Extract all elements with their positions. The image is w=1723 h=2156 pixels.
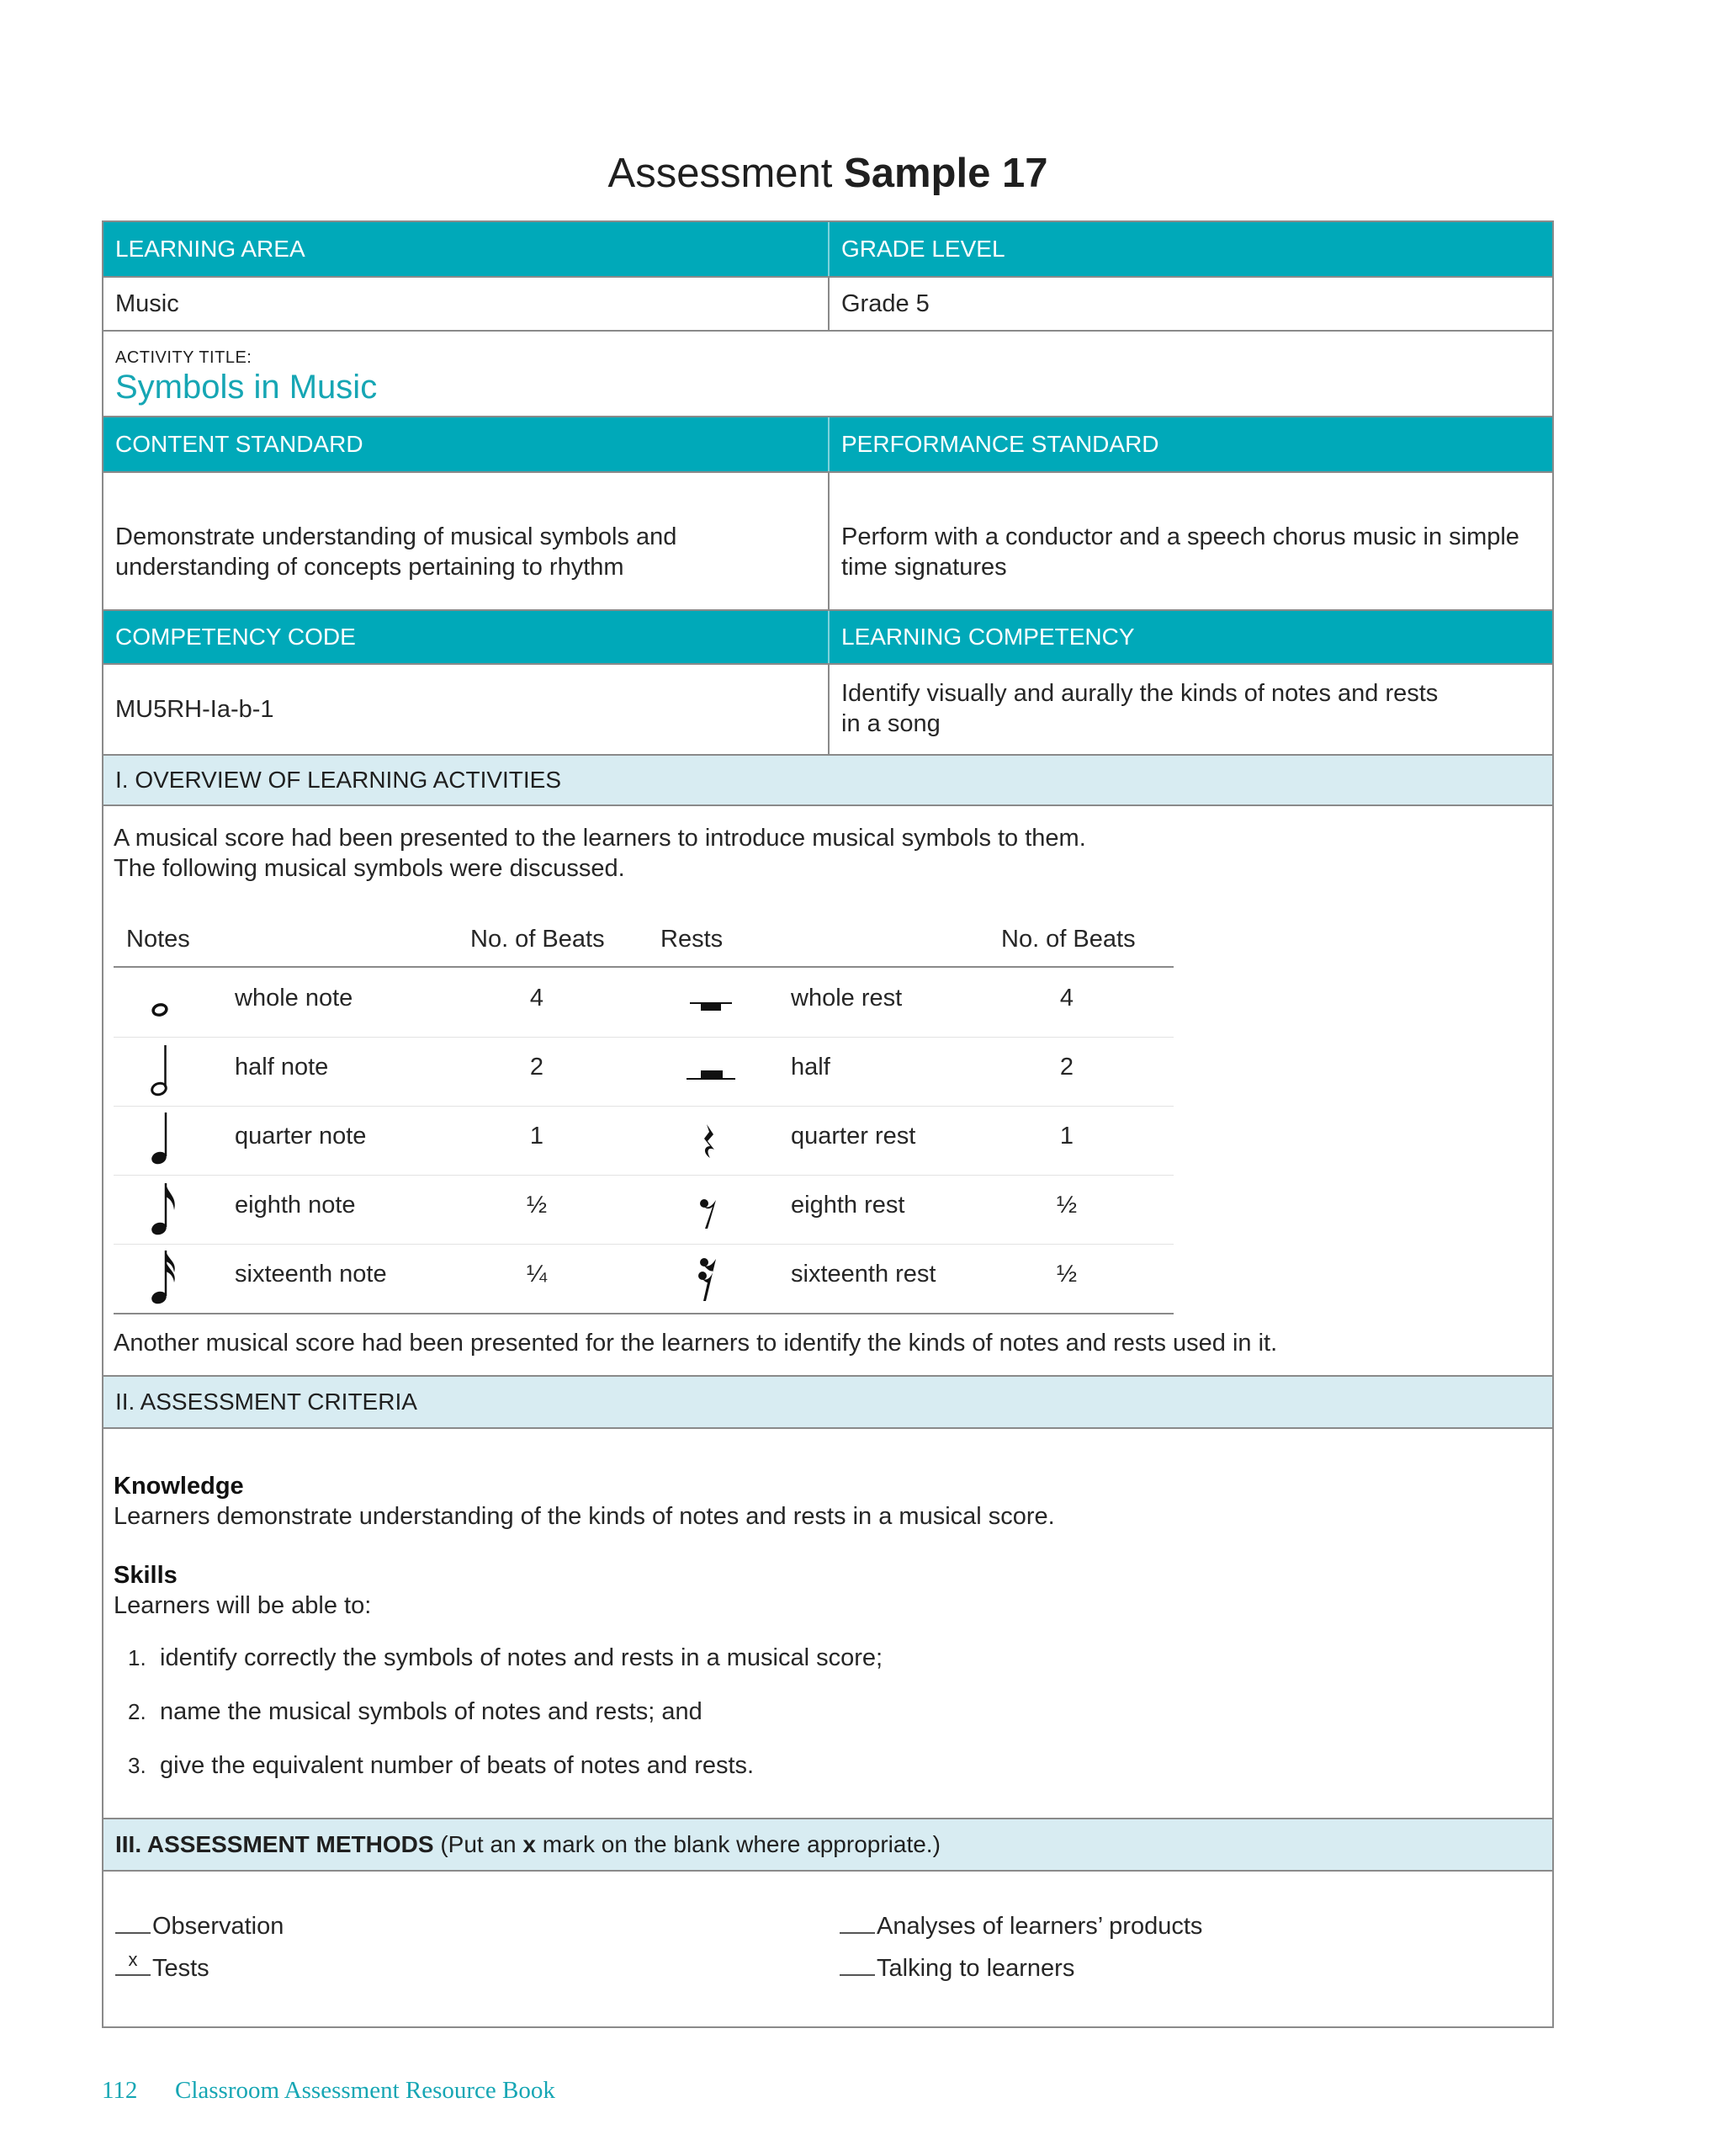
knowledge-block bbox=[114, 1471, 1055, 1532]
method-observation[interactable] bbox=[115, 1912, 284, 1941]
quarter-rest-icon bbox=[698, 1121, 724, 1163]
header-row-1 bbox=[103, 222, 1552, 276]
activity-row bbox=[103, 332, 1552, 417]
rest-name: quarter rest bbox=[791, 1123, 916, 1150]
note-beats: ½ bbox=[526, 1192, 548, 1219]
tests-blank[interactable] bbox=[115, 1949, 151, 1976]
table-row bbox=[114, 1037, 1174, 1107]
value-row-2 bbox=[103, 471, 1552, 609]
symbols-table bbox=[114, 917, 1174, 1313]
page-title bbox=[0, 150, 1656, 197]
content-standard-line2: understanding of concepts pertaining to rhythm bbox=[115, 554, 624, 581]
whole-rest-icon bbox=[686, 988, 736, 1022]
observation-blank[interactable] bbox=[115, 1912, 151, 1934]
grade-level-value: Grade 5 bbox=[828, 278, 1552, 330]
eighth-note-icon bbox=[147, 1180, 181, 1240]
overview-intro bbox=[114, 823, 1086, 884]
methods-heading bbox=[103, 1818, 1552, 1872]
talking-label: Talking to learners bbox=[877, 1955, 1075, 1982]
symbols-table-header bbox=[114, 917, 1174, 968]
methods-heading-bold: III. ASSESSMENT METHODS bbox=[115, 1831, 434, 1857]
method-talking[interactable] bbox=[840, 1954, 1074, 1983]
note-name: quarter note bbox=[235, 1123, 367, 1150]
grade-level-label: GRADE LEVEL bbox=[828, 222, 1552, 276]
rest-beats: ½ bbox=[1056, 1192, 1078, 1219]
tests-mark: x bbox=[128, 1949, 138, 1970]
knowledge-label: Knowledge bbox=[114, 1473, 244, 1500]
whole-note-icon bbox=[149, 988, 174, 1022]
skills-label: Skills bbox=[114, 1562, 178, 1589]
rest-name: whole rest bbox=[791, 985, 903, 1012]
list-number: 3. bbox=[128, 1753, 146, 1778]
list-text: name the musical symbols of notes and rests; and bbox=[160, 1698, 702, 1725]
header-row-3 bbox=[103, 609, 1552, 663]
rest-beats: 4 bbox=[1059, 985, 1074, 1012]
performance-standard-value bbox=[828, 473, 1552, 609]
quarter-note-icon bbox=[147, 1109, 178, 1170]
activity-title: Symbols in Music bbox=[115, 369, 378, 406]
sixteenth-rest-icon bbox=[696, 1254, 723, 1304]
content-standard-label: CONTENT STANDARD bbox=[115, 431, 363, 457]
half-note-icon bbox=[147, 1042, 178, 1101]
overview-heading: I. OVERVIEW OF LEARNING ACTIVITIES bbox=[103, 754, 1552, 806]
half-rest-icon bbox=[684, 1062, 738, 1096]
book-title: Classroom Assessment Resource Book bbox=[175, 2077, 555, 2104]
knowledge-text: Learners demonstrate understanding of the kinds of notes and rests in a musical score. bbox=[114, 1503, 1055, 1530]
rest-name: eighth rest bbox=[791, 1192, 905, 1219]
note-beats: 2 bbox=[529, 1054, 544, 1081]
overview-intro-line1: A musical score had been presented to the learners to introduce musical symbols to them. bbox=[114, 825, 1086, 852]
learning-area-label: LEARNING AREA bbox=[115, 236, 305, 262]
table-row bbox=[114, 1106, 1174, 1176]
content-standard-value bbox=[103, 473, 828, 609]
note-name: sixteenth note bbox=[235, 1261, 387, 1288]
note-name: eighth note bbox=[235, 1192, 356, 1219]
analyses-label: Analyses of learners’ products bbox=[877, 1913, 1203, 1940]
title-bold: Sample 17 bbox=[844, 151, 1048, 196]
list-item bbox=[128, 1752, 754, 1780]
note-beats: 1 bbox=[529, 1123, 544, 1150]
list-item bbox=[128, 1698, 702, 1726]
title-prefix: Assessment bbox=[607, 151, 833, 196]
note-name: whole note bbox=[235, 985, 353, 1012]
criteria-heading: II. ASSESSMENT CRITERIA bbox=[103, 1375, 1552, 1429]
rest-beats: 1 bbox=[1059, 1123, 1074, 1150]
col-note-beats: No. of Beats bbox=[470, 926, 605, 953]
tests-label: Tests bbox=[152, 1955, 209, 1982]
header-row-2 bbox=[103, 417, 1552, 471]
analyses-blank[interactable] bbox=[840, 1912, 875, 1934]
value-row-1 bbox=[103, 276, 1552, 332]
list-item bbox=[128, 1644, 883, 1672]
learning-competency-line1: Identify visually and aurally the kinds of notes and rests bbox=[841, 680, 1439, 707]
performance-standard-label: PERFORMANCE STANDARD bbox=[828, 417, 1552, 471]
rest-name: sixteenth rest bbox=[791, 1261, 936, 1288]
rest-beats: ½ bbox=[1056, 1261, 1078, 1288]
skills-intro: Learners will be able to: bbox=[114, 1592, 372, 1619]
competency-code-value: MU5RH-Ia-b-1 bbox=[115, 696, 274, 723]
overview-intro-line2: The following musical symbols were discussed. bbox=[114, 855, 625, 882]
observation-label: Observation bbox=[152, 1913, 284, 1940]
eighth-rest-icon bbox=[697, 1195, 723, 1232]
skills-block bbox=[114, 1560, 371, 1621]
list-number: 1. bbox=[128, 1645, 146, 1670]
method-tests[interactable] bbox=[115, 1949, 209, 1983]
table-row bbox=[114, 1175, 1174, 1245]
note-beats: 4 bbox=[529, 985, 544, 1012]
performance-standard-line1: Perform with a conductor and a speech chorus music in simple bbox=[841, 523, 1519, 550]
list-text: identify correctly the symbols of notes and rests in a musical score; bbox=[160, 1644, 883, 1671]
list-text: give the equivalent number of beats of notes and rests. bbox=[160, 1752, 755, 1779]
competency-code-label: COMPETENCY CODE bbox=[115, 624, 356, 650]
content-standard-line1: Demonstrate understanding of musical symbols and bbox=[115, 523, 677, 550]
method-analyses[interactable] bbox=[840, 1912, 1202, 1941]
learning-competency-label: LEARNING COMPETENCY bbox=[828, 611, 1552, 663]
list-number: 2. bbox=[128, 1699, 146, 1724]
note-name: half note bbox=[235, 1054, 329, 1081]
learning-competency-line2: in a song bbox=[841, 710, 941, 737]
col-notes: Notes bbox=[126, 926, 190, 953]
overview-closing: Another musical score had been presented for the learners to identify the kinds of notes and rests used in it. bbox=[114, 1330, 1278, 1357]
rest-beats: 2 bbox=[1059, 1054, 1074, 1081]
col-rest-beats: No. of Beats bbox=[1001, 926, 1136, 953]
learning-area-value: Music bbox=[115, 290, 179, 317]
note-beats: ¼ bbox=[526, 1261, 548, 1288]
talking-blank[interactable] bbox=[840, 1954, 875, 1976]
value-row-3 bbox=[103, 663, 1552, 754]
performance-standard-line2: time signatures bbox=[841, 554, 1007, 581]
methods-instruction-x: x bbox=[522, 1831, 536, 1857]
methods-instruction-post: mark on the blank where appropriate.) bbox=[535, 1831, 941, 1857]
rest-name: half bbox=[791, 1054, 830, 1081]
page-number: 112 bbox=[102, 2077, 138, 2104]
activity-title-label: ACTIVITY TITLE: bbox=[115, 348, 252, 367]
learning-competency-value bbox=[828, 665, 1552, 754]
col-rests: Rests bbox=[660, 926, 724, 953]
sixteenth-note-icon bbox=[147, 1247, 181, 1309]
table-row bbox=[114, 1244, 1174, 1314]
table-row bbox=[114, 968, 1174, 1038]
methods-instruction-pre: (Put an bbox=[433, 1831, 523, 1857]
